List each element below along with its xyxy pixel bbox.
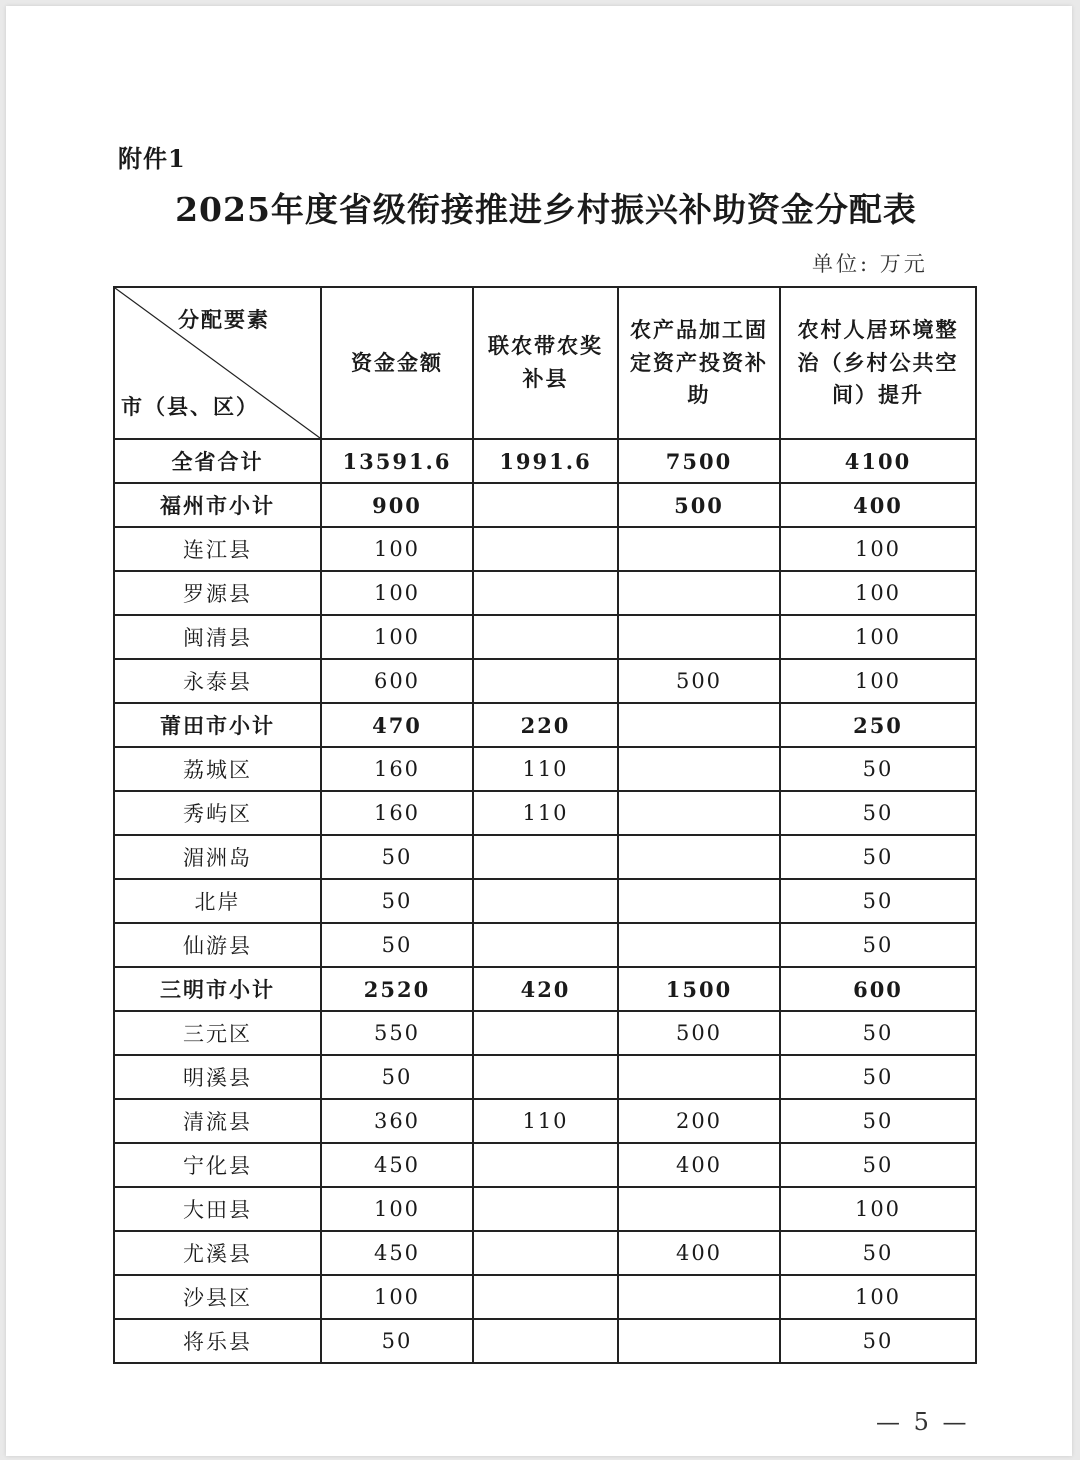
region-cell: 北岸 (114, 879, 321, 923)
processing-investment-subsidy-cell (618, 923, 780, 967)
rural-environment-improvement-cell: 250 (780, 703, 976, 747)
allocation-table (113, 286, 977, 1364)
fund-amount-cell: 160 (321, 791, 473, 835)
region-cell: 荔城区 (114, 747, 321, 791)
farmer-linkage-award-cell (473, 1011, 618, 1055)
header-fund-amount: 资金金额 (321, 287, 473, 439)
table-row (114, 747, 976, 791)
region-cell: 永泰县 (114, 659, 321, 703)
diagonal-header-cell (114, 287, 321, 439)
region-cell: 三明市小计 (114, 967, 321, 1011)
farmer-linkage-award-cell (473, 1143, 618, 1187)
table-row (114, 1319, 976, 1363)
fund-amount-cell: 13591.6 (321, 439, 473, 483)
table-row (114, 527, 976, 571)
processing-investment-subsidy-cell: 200 (618, 1099, 780, 1143)
farmer-linkage-award-cell (473, 923, 618, 967)
table-row (114, 1099, 976, 1143)
fund-amount-cell: 360 (321, 1099, 473, 1143)
farmer-linkage-award-cell: 110 (473, 1099, 618, 1143)
rural-environment-improvement-cell: 50 (780, 1011, 976, 1055)
farmer-linkage-award-cell: 1991.6 (473, 439, 618, 483)
table-body (114, 439, 976, 1363)
region-cell: 清流县 (114, 1099, 321, 1143)
table-row (114, 835, 976, 879)
attachment-label: 附件1 (118, 144, 186, 173)
farmer-linkage-award-cell (473, 527, 618, 571)
processing-investment-subsidy-cell (618, 747, 780, 791)
rural-environment-improvement-cell: 100 (780, 615, 976, 659)
farmer-linkage-award-cell (473, 879, 618, 923)
rural-environment-improvement-cell: 100 (780, 571, 976, 615)
processing-investment-subsidy-cell: 1500 (618, 967, 780, 1011)
rural-environment-improvement-cell: 50 (780, 835, 976, 879)
fund-amount-cell: 550 (321, 1011, 473, 1055)
subtotal-row (114, 483, 976, 527)
fund-amount-cell: 100 (321, 1187, 473, 1231)
processing-investment-subsidy-cell (618, 1055, 780, 1099)
rural-environment-improvement-cell: 100 (780, 527, 976, 571)
farmer-linkage-award-cell (473, 483, 618, 527)
rural-environment-improvement-cell: 50 (780, 1099, 976, 1143)
farmer-linkage-award-cell (473, 1275, 618, 1319)
table-row (114, 659, 976, 703)
region-cell: 将乐县 (114, 1319, 321, 1363)
header-region: 市（县、区） (121, 394, 259, 420)
fund-amount-cell: 100 (321, 571, 473, 615)
header-farmer-linkage-award: 联农带农奖补县 (473, 287, 618, 439)
processing-investment-subsidy-cell: 500 (618, 659, 780, 703)
processing-investment-subsidy-cell (618, 1187, 780, 1231)
table-row (114, 615, 976, 659)
processing-investment-subsidy-cell (618, 791, 780, 835)
table-row (114, 1143, 976, 1187)
fund-amount-cell: 50 (321, 1055, 473, 1099)
processing-investment-subsidy-cell (618, 1275, 780, 1319)
processing-investment-subsidy-cell: 400 (618, 1143, 780, 1187)
header-processing-investment-subsidy: 农产品加工固定资产投资补助 (618, 287, 780, 439)
farmer-linkage-award-cell (473, 1231, 618, 1275)
fund-amount-cell: 50 (321, 1319, 473, 1363)
farmer-linkage-award-cell (473, 571, 618, 615)
table-row (114, 1275, 976, 1319)
processing-investment-subsidy-cell (618, 615, 780, 659)
processing-investment-subsidy-cell (618, 703, 780, 747)
processing-investment-subsidy-cell (618, 835, 780, 879)
rural-environment-improvement-cell: 50 (780, 879, 976, 923)
region-cell: 全省合计 (114, 439, 321, 483)
subtotal-row (114, 703, 976, 747)
fund-amount-cell: 2520 (321, 967, 473, 1011)
rural-environment-improvement-cell: 50 (780, 1319, 976, 1363)
rural-environment-improvement-cell: 50 (780, 1143, 976, 1187)
table-row (114, 1231, 976, 1275)
total-row (114, 439, 976, 483)
fund-amount-cell: 50 (321, 879, 473, 923)
region-cell: 三元区 (114, 1011, 321, 1055)
table-row (114, 923, 976, 967)
table-row (114, 1187, 976, 1231)
fund-amount-cell: 100 (321, 527, 473, 571)
processing-investment-subsidy-cell: 500 (618, 483, 780, 527)
rural-environment-improvement-cell: 50 (780, 1231, 976, 1275)
processing-investment-subsidy-cell: 7500 (618, 439, 780, 483)
farmer-linkage-award-cell: 110 (473, 747, 618, 791)
region-cell: 罗源县 (114, 571, 321, 615)
fund-amount-cell: 450 (321, 1143, 473, 1187)
region-cell: 宁化县 (114, 1143, 321, 1187)
region-cell: 大田县 (114, 1187, 321, 1231)
processing-investment-subsidy-cell: 400 (618, 1231, 780, 1275)
region-cell: 闽清县 (114, 615, 321, 659)
farmer-linkage-award-cell (473, 1319, 618, 1363)
rural-environment-improvement-cell: 100 (780, 659, 976, 703)
farmer-linkage-award-cell: 420 (473, 967, 618, 1011)
table-row (114, 1055, 976, 1099)
fund-amount-cell: 100 (321, 615, 473, 659)
page-title: 2025年度省级衔接推进乡村振兴补助资金分配表 (175, 190, 917, 229)
table-row (114, 791, 976, 835)
region-cell: 秀屿区 (114, 791, 321, 835)
header-rural-environment-improvement: 农村人居环境整治（乡村公共空间）提升 (780, 287, 976, 439)
farmer-linkage-award-cell (473, 1055, 618, 1099)
header-allocation-factor: 分配要素 (178, 307, 270, 332)
processing-investment-subsidy-cell (618, 1319, 780, 1363)
processing-investment-subsidy-cell (618, 879, 780, 923)
processing-investment-subsidy-cell (618, 571, 780, 615)
farmer-linkage-award-cell: 220 (473, 703, 618, 747)
farmer-linkage-award-cell (473, 1187, 618, 1231)
subtotal-row (114, 967, 976, 1011)
processing-investment-subsidy-cell (618, 527, 780, 571)
region-cell: 仙游县 (114, 923, 321, 967)
document-page (6, 6, 1072, 1456)
table-header-row (114, 287, 976, 439)
fund-amount-cell: 470 (321, 703, 473, 747)
rural-environment-improvement-cell: 400 (780, 483, 976, 527)
fund-amount-cell: 900 (321, 483, 473, 527)
farmer-linkage-award-cell (473, 835, 618, 879)
rural-environment-improvement-cell: 50 (780, 923, 976, 967)
region-cell: 明溪县 (114, 1055, 321, 1099)
farmer-linkage-award-cell: 110 (473, 791, 618, 835)
rural-environment-improvement-cell: 100 (780, 1187, 976, 1231)
fund-amount-cell: 50 (321, 923, 473, 967)
region-cell: 尤溪县 (114, 1231, 321, 1275)
page-number: — 5 — (876, 1408, 970, 1436)
table-row (114, 1011, 976, 1055)
table-row (114, 571, 976, 615)
fund-amount-cell: 600 (321, 659, 473, 703)
processing-investment-subsidy-cell: 500 (618, 1011, 780, 1055)
fund-amount-cell: 160 (321, 747, 473, 791)
region-cell: 莆田市小计 (114, 703, 321, 747)
rural-environment-improvement-cell: 50 (780, 791, 976, 835)
rural-environment-improvement-cell: 50 (780, 747, 976, 791)
fund-amount-cell: 50 (321, 835, 473, 879)
region-cell: 湄洲岛 (114, 835, 321, 879)
rural-environment-improvement-cell: 50 (780, 1055, 976, 1099)
farmer-linkage-award-cell (473, 615, 618, 659)
fund-amount-cell: 450 (321, 1231, 473, 1275)
rural-environment-improvement-cell: 4100 (780, 439, 976, 483)
rural-environment-improvement-cell: 600 (780, 967, 976, 1011)
farmer-linkage-award-cell (473, 659, 618, 703)
region-cell: 福州市小计 (114, 483, 321, 527)
region-cell: 连江县 (114, 527, 321, 571)
rural-environment-improvement-cell: 100 (780, 1275, 976, 1319)
table-row (114, 879, 976, 923)
unit-label: 单位: 万元 (812, 252, 928, 276)
region-cell: 沙县区 (114, 1275, 321, 1319)
fund-amount-cell: 100 (321, 1275, 473, 1319)
